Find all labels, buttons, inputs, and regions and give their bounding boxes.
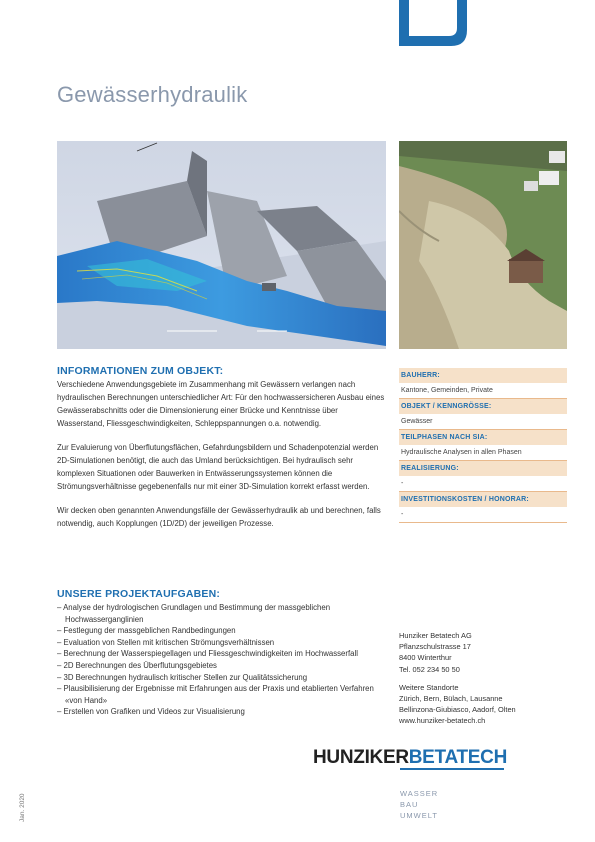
fact-label-costs: INVESTITIONSKOSTEN / HONORAR:: [399, 492, 567, 507]
fact-label-phases: TEILPHASEN NACH SIA:: [399, 430, 567, 445]
company-website[interactable]: www.hunziker-betatech.ch: [399, 716, 486, 726]
list-item: – Analyse der hydrologischen Grundlagen und Bestimmung der massgeblichen Hochwasserganglinien: [57, 602, 392, 625]
page-title: Gewässerhydraulik: [57, 82, 248, 107]
tagline-environment: UMWELT: [400, 811, 438, 820]
company-street: Pflanzschulstrasse 17: [399, 642, 471, 652]
tasks-heading: UNSERE PROJEKTAUFGABEN:: [57, 588, 221, 600]
company-logo: [313, 747, 507, 769]
tagline-water: WASSER: [400, 789, 439, 798]
list-item: – Evaluation von Stellen mit kritischen Strömungsverhältnissen: [57, 637, 392, 649]
tagline-building: BAU: [400, 800, 419, 809]
tasks-list: [57, 602, 392, 718]
list-item: – Erstellen von Grafiken und Videos zur Visualisierung: [57, 706, 392, 718]
list-item: – 3D Berechnungen hydraulisch kritischer Stellen zur Qualitätssicherung: [57, 672, 392, 684]
locations-title: Weitere Standorte: [399, 682, 459, 692]
list-item: – Plausibilisierung der Ergebnisse mit Erfahrungen aus der Praxis und etablierten Verfahren «von Hand»: [57, 683, 392, 706]
flood-photo-image: [399, 141, 567, 349]
list-item: – Berechnung der Wasserspiegellagen und Fliessgeschwindigkeiten im Hochwasserfall: [57, 648, 392, 660]
info-text: [57, 378, 387, 541]
company-address: [399, 630, 569, 727]
info-paragraph: Zur Evaluierung von Überflutungsflächen, Gefahrdungsbildern und Schadenpotenzial werden 2D-Simulationen benötigt, die auch das Umland berücksichtigen. Bei hydraulisch sehr komplexen Situationen oder Bauwerken in Entwässerungssystemen können die Strömungsverhältnisse gegebenenfalls nur mit einer 3D-Simulation korrekt erfasst werden.: [57, 443, 379, 491]
fact-label-realisation: REALISIERUNG:: [399, 461, 567, 476]
list-item: – 2D Berechnungen des Überflutungsgebietes: [57, 660, 392, 672]
logo-text-hunziker: HUNZIKER: [313, 747, 409, 768]
document-date: Jan. 2020: [19, 793, 26, 822]
info-heading: INFORMATIONEN ZUM OBJEKT:: [57, 365, 224, 377]
logo-text-betatech: BETATECH: [408, 747, 507, 768]
fact-value-object: Gewässer: [399, 414, 567, 430]
info-paragraph: Verschiedene Anwendungsgebiete im Zusammenhang mit Gewässern verlangen nach hydraulischen Berechnungen unterschiedlicher Art: Für den hochwassersicheren Ausbau eines Gewässerabschnitts oder die Dimensionierung einer Brücke und Kenntnisse über Wasserstand, Fliessgeschwindigkeiten, Schleppspannungen o.a. notwendig.: [57, 380, 385, 428]
project-facts-table: [399, 368, 567, 523]
company-city: 8400 Winterthur: [399, 653, 452, 663]
fact-value-costs: -: [399, 507, 567, 523]
fact-label-object: OBJEKT / KENNGRÖSSE:: [399, 399, 567, 414]
list-item: – Festlegung der massgeblichen Randbedingungen: [57, 625, 392, 637]
logo-underline: [400, 768, 504, 770]
company-phone: Tel. 052 234 50 50: [399, 664, 460, 674]
company-name: Hunziker Betatech AG: [399, 631, 472, 640]
locations-line: Bellinzona-Giubiasco, Aadorf, Olten: [399, 705, 516, 715]
fact-value-client: Kantone, Gemeinden, Private: [399, 383, 567, 399]
info-paragraph: Wir decken oben genannten Anwendungsfälle der Gewässerhydraulik ab und berechnen, falls notwendig, auch Kopplungen (1D/2D) der jeweiligen Prozesse.: [57, 506, 381, 528]
fact-label-client: BAUHERR:: [399, 368, 567, 383]
logo-mark-icon: [399, 0, 467, 46]
fact-value-phases: Hydraulische Analysen in allen Phasen: [399, 445, 567, 461]
simulation-render-image: [57, 141, 386, 349]
fact-value-realisation: -: [399, 476, 567, 492]
locations-line: Zürich, Bern, Bülach, Lausanne: [399, 694, 503, 704]
